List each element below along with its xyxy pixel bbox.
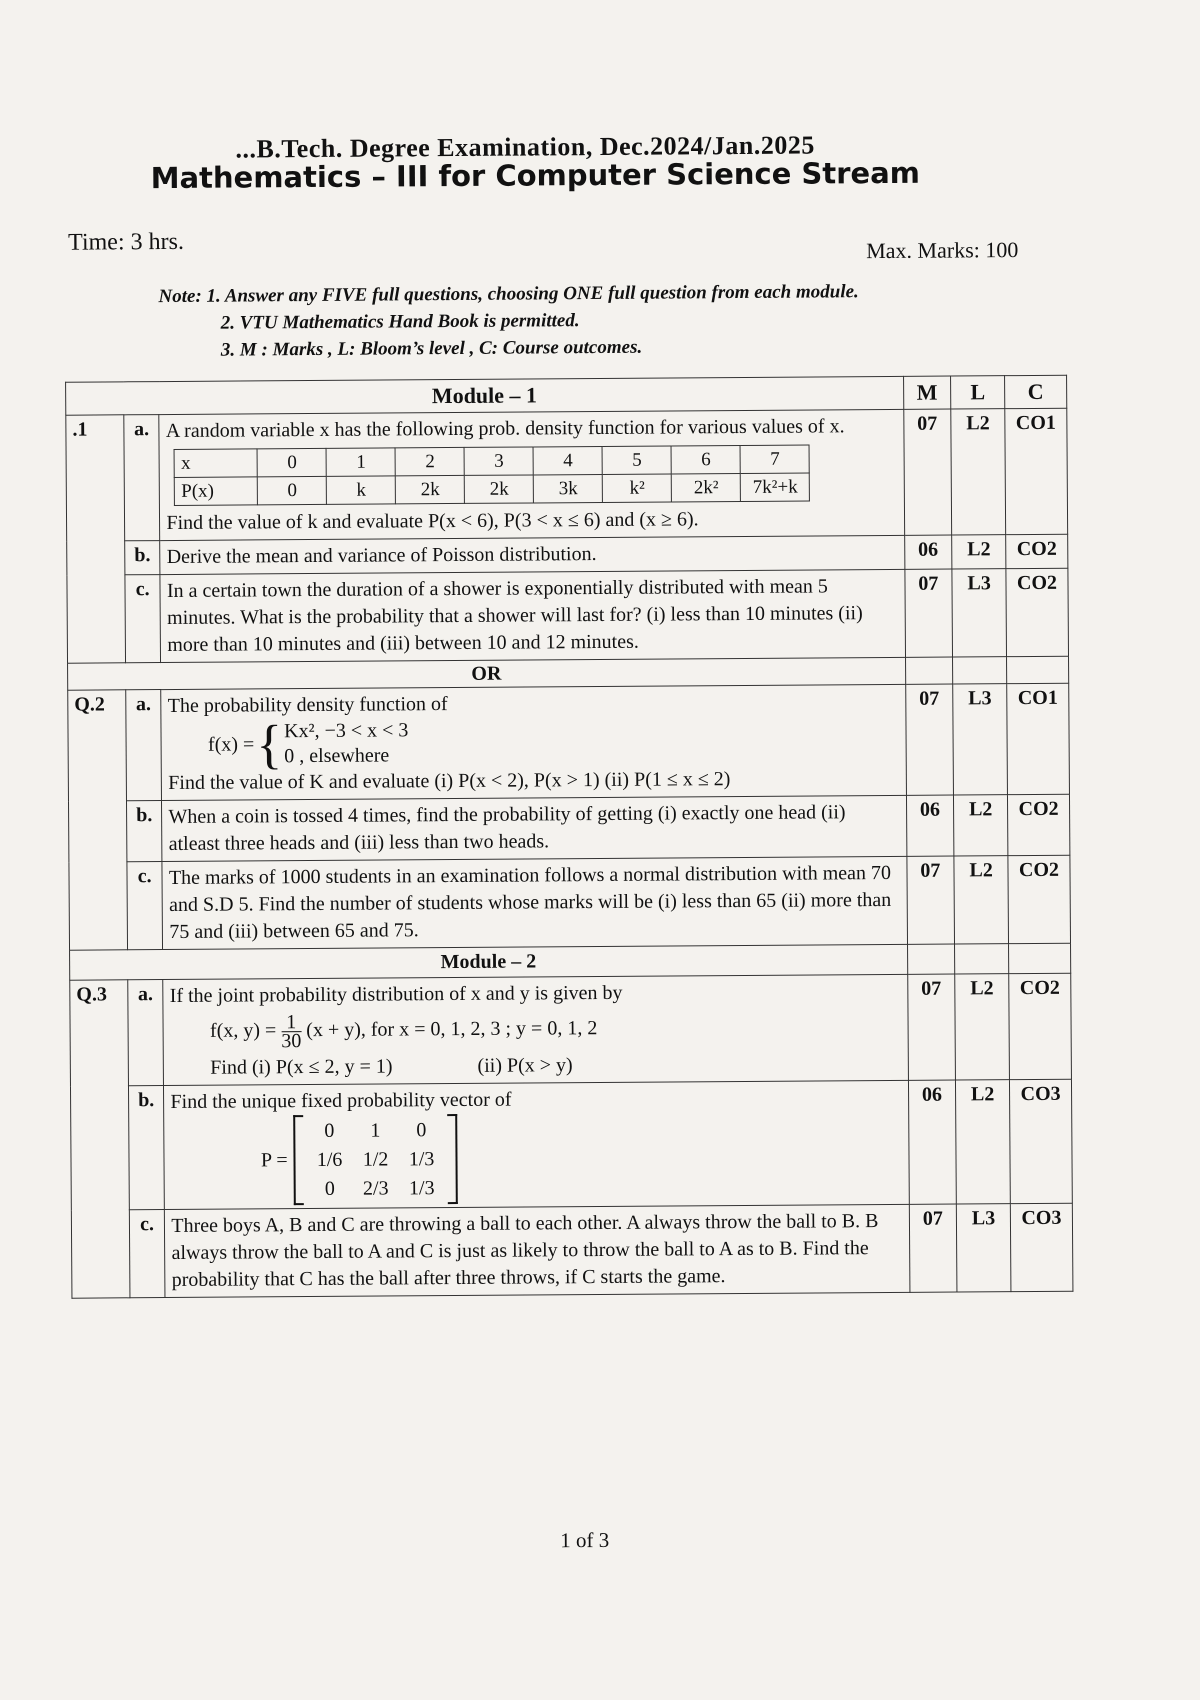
question-row [67,568,1069,663]
marks: 07 [909,1204,957,1292]
question-number: Q.2 [68,690,128,950]
question-row [70,973,1072,1086]
fraction-numerator: 1 [281,1013,301,1032]
transition-matrix [293,1114,458,1205]
px-cell: 0 [258,476,327,504]
course-outcome: CO2 [1006,568,1069,656]
matrix-left-bracket [293,1115,304,1205]
px-cell: 7k²+k [741,473,810,501]
instructions-notes [158,278,859,364]
course-outcome: CO2 [1009,973,1072,1079]
question-text [164,1080,909,1209]
question-text: The marks of 1000 students in an examination follows a normal distribution with mean 70 and S.D 5. Find the number of students whose marks will be (i) less than 65 (ii) more than 75 and (iii) between 65 and 75. [162,856,907,949]
px-row [175,473,810,505]
question-number: .1 [66,415,126,663]
course-outcome: CO1 [1007,683,1070,794]
ask-ii: (ii) P(x > y) [477,1054,573,1077]
p-label: P = [260,1148,288,1171]
x-cell: 2 [395,447,464,475]
matrix-cell: 1 [370,1119,381,1142]
sub-label: c. [127,862,163,950]
q1a-text: A random variable x has the following prob. density function for various values of x. [165,415,845,443]
matrix-cell: 0 [324,1177,335,1200]
x-cell: 4 [533,446,602,474]
note-2: 2. VTU Mathematics Hand Book is permitted. [220,310,580,334]
marks: 06 [908,1080,957,1204]
question-text: When a coin is tossed 4 times, find the probability of getting (i) exactly one head (ii) atleast three heads and (iii) less than two heads. [162,795,907,861]
course-outcome: CO2 [1008,855,1071,943]
x-cell: 7 [740,445,809,473]
x-cell: 3 [464,447,533,475]
x-cell: 0 [257,448,326,476]
px-cell: 3k [534,474,603,502]
x-cell: 6 [671,446,740,474]
question-row [70,1079,1072,1210]
question-text [161,684,906,800]
q3a-text: If the joint probability distribution of x and y is given by [169,981,623,1008]
sub-label: a. [128,980,164,1086]
matrix-grid [303,1117,448,1203]
marks: 07 [905,684,953,795]
question-text [159,409,904,540]
blooms-level: L2 [956,1080,1011,1204]
ask-i: Find (i) P(x ≤ 2, y = 1) [210,1055,393,1079]
blooms-level: L3 [953,684,1008,795]
marks: 06 [904,535,952,569]
course-outcome: CO2 [1006,534,1068,568]
case-1: Kx², −3 < x < 3 [284,719,409,743]
sub-label: c. [125,575,161,663]
note-3: 3. M : Marks , L: Bloom’s level , C: Course outcomes. [220,336,643,361]
marks: 07 [907,974,955,1080]
note-1: Note: 1. Answer any FIVE full questions, choosing ONE full question from each module. [158,281,859,308]
px-cell: 2k [396,475,465,503]
question-row [66,408,1068,541]
left-brace: { [256,714,283,775]
cases [284,718,409,769]
px-cell: 2k² [672,474,741,502]
q2a-ask: Find the value of K and evaluate (i) P(x < 2), P(x > 1) (ii) P(1 ≤ x ≤ 2) [168,768,731,795]
col-level-header: L [951,376,1005,409]
f-rhs: (x + y), for x = 0, 1, 2, 3 ; y = 0, 1, 2 [306,1017,598,1042]
matrix-cell: 1/3 [408,1176,435,1199]
page-number: 1 of 3 [560,1527,610,1553]
case-2: 0 , elsewhere [284,744,390,768]
marks: 06 [906,795,954,856]
blooms-level: L2 [951,409,1006,535]
fx-label: f(x) = [207,732,255,756]
px-cell: k [327,476,396,504]
blooms-level: L2 [954,795,1008,856]
marks: 07 [903,409,952,535]
matrix-cell: 1/3 [408,1147,435,1170]
sub-label: c. [129,1210,165,1298]
marks: 07 [904,569,952,657]
x-cell: 1 [326,448,395,476]
exam-title-line: ...B.Tech. Degree Examination, Dec.2024/Jan.2025 [235,130,815,164]
time-allowed: Time: 3 hrs. [68,228,184,256]
x-cell: 5 [602,446,671,474]
probability-table [174,445,810,506]
module-1-heading: Module – 1 [66,376,904,415]
f-lhs: f(x, y) = [209,1019,277,1042]
matrix-cell: 2/3 [362,1176,389,1200]
sub-label: b. [126,801,162,862]
question-text: Three boys A, B and C are throwing a ball to each other. A always throw the ball to B. B always throw the ball to A and C is just as likely to throw the ball to A as to B. Find the probability that C has the ball after three throws, if C starts the game. [165,1204,910,1297]
question-row [68,683,1070,801]
matrix-right-bracket [447,1114,458,1204]
matrix-cell: 1/2 [362,1147,389,1171]
question-text: Derive the mean and variance of Poisson distribution. [160,535,904,574]
sub-label: a. [124,415,160,541]
question-row [68,794,1069,862]
question-number: Q.3 [70,980,130,1298]
matrix-cell: 0 [324,1119,335,1142]
blooms-level: L2 [954,856,1008,944]
blooms-level: L2 [952,535,1006,569]
sub-label: b. [128,1086,164,1210]
col-co-header: C [1005,375,1067,408]
blooms-level: L3 [957,1204,1011,1292]
question-text [163,974,908,1085]
col-marks-header: M [903,376,951,409]
q1a-ask: Find the value of k and evaluate P(x < 6), P(3 < x ≤ 6) and (x ≥ 6). [166,508,699,535]
course-outcome: CO3 [1009,1079,1072,1203]
sub-label: a. [126,690,162,801]
px-label: P(x) [175,477,258,506]
fraction [281,1011,302,1053]
px-cell: 2k [465,475,534,503]
question-text: In a certain town the duration of a shower is exponentially distributed with mean 5 minutes. What is the probability that a shower will last for? (i) less than 10 minutes (ii) more than 10 minutes and (iii) between 10 and 12 minutes. [160,569,905,662]
matrix-cell: 0 [416,1118,427,1141]
or-separator: OR [68,657,906,690]
piecewise-function [207,714,409,775]
question-row [71,1203,1073,1298]
course-outcome: CO1 [1005,408,1068,534]
question-table [65,375,1073,1299]
max-marks: Max. Marks: 100 [866,237,1019,264]
px-cell: k² [603,474,672,502]
question-row [69,855,1071,950]
matrix-formula [171,1111,903,1206]
q3a-ask [170,1050,901,1082]
sub-label: b. [125,541,161,575]
pdf-formula [168,714,899,775]
q3b-text: Find the unique fixed probability vector of [170,1088,512,1114]
q2a-text: The probability density function of [167,693,448,718]
module-2-heading: Module – 2 [70,944,908,980]
matrix-cell: 1/6 [316,1148,343,1171]
joint-formula [170,1009,901,1051]
course-outcome: CO2 [1008,794,1070,855]
blooms-level: L3 [952,569,1006,657]
x-label: x [174,449,257,478]
subject-title: Mathematics – III for Computer Science Stream [150,155,921,196]
marks: 07 [906,856,954,944]
fraction-denominator: 30 [281,1030,302,1053]
course-outcome: CO3 [1010,1203,1073,1291]
x-row [174,445,809,477]
blooms-level: L2 [955,974,1010,1080]
